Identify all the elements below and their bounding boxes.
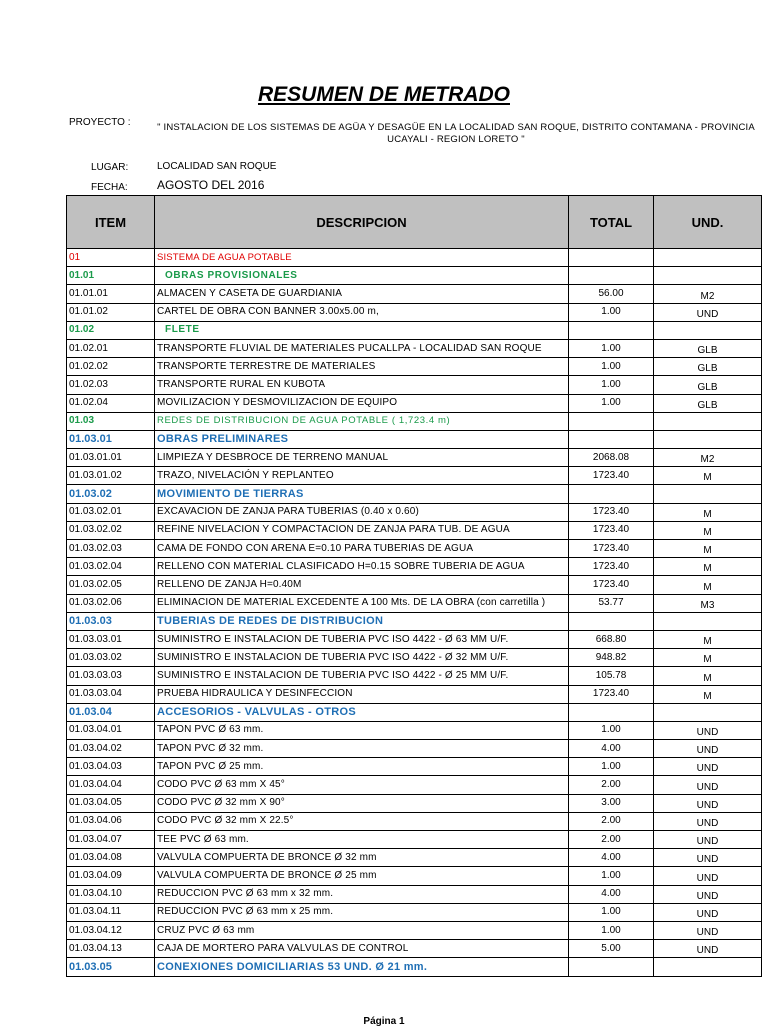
table-header-row — [67, 196, 762, 249]
description-cell: REFINE NIVELACION Y COMPACTACION DE ZANJA PARA TUB. DE AGUA — [155, 521, 569, 539]
unit-cell: M — [654, 521, 762, 539]
unit-cell: UND — [654, 921, 762, 939]
item-cell: 01.03.04.03 — [67, 758, 155, 776]
table-row — [67, 285, 762, 303]
description-cell: ACCESORIOS - VALVULAS - OTROS — [155, 703, 569, 721]
description-cell: ELIMINACION DE MATERIAL EXCEDENTE A 100 Mts. DE LA OBRA (con carretilla ) — [155, 594, 569, 612]
item-cell: 01.03.02.06 — [67, 594, 155, 612]
table-row — [67, 376, 762, 394]
unit-cell — [654, 249, 762, 267]
table-row — [67, 540, 762, 558]
description-cell: MOVIMIENTO DE TIERRAS — [155, 485, 569, 503]
total-cell: 1723.40 — [569, 540, 654, 558]
description-cell: RELLENO DE ZANJA H=0.40M — [155, 576, 569, 594]
item-cell: 01.03.02 — [67, 485, 155, 503]
total-cell: 2.00 — [569, 831, 654, 849]
table-row — [67, 394, 762, 412]
table-row — [67, 503, 762, 521]
description-cell: SUMINISTRO E INSTALACION DE TUBERIA PVC ISO 4422 - Ø 63 MM U/F. — [155, 630, 569, 648]
description-cell: REDES DE DISTRIBUCION DE AGUA POTABLE ( 1,723.4 m) — [155, 412, 569, 430]
fecha-value: AGOSTO DEL 2016 — [157, 178, 265, 192]
total-cell — [569, 321, 654, 339]
table-row — [67, 649, 762, 667]
description-cell: TAPON PVC Ø 32 mm. — [155, 740, 569, 758]
fecha-label: FECHA: — [91, 182, 128, 193]
item-cell: 01.03.04.04 — [67, 776, 155, 794]
total-cell: 1.00 — [569, 921, 654, 939]
table-row — [67, 467, 762, 485]
description-cell: SISTEMA DE AGUA POTABLE — [155, 249, 569, 267]
total-cell: 105.78 — [569, 667, 654, 685]
total-cell — [569, 267, 654, 285]
item-cell: 01.03.04.08 — [67, 849, 155, 867]
description-cell: TEE PVC Ø 63 mm. — [155, 831, 569, 849]
description-cell: REDUCCION PVC Ø 63 mm x 25 mm. — [155, 903, 569, 921]
table-row — [67, 685, 762, 703]
description-cell: REDUCCION PVC Ø 63 mm x 32 mm. — [155, 885, 569, 903]
header-total: TOTAL — [569, 196, 654, 249]
unit-cell — [654, 703, 762, 721]
description-cell: TRANSPORTE FLUVIAL DE MATERIALES PUCALLPA - LOCALIDAD SAN ROQUE — [155, 339, 569, 357]
unit-cell: M — [654, 685, 762, 703]
item-cell: 01 — [67, 249, 155, 267]
item-cell: 01.03.03.01 — [67, 630, 155, 648]
unit-cell: UND — [654, 303, 762, 321]
total-cell — [569, 412, 654, 430]
total-cell: 56.00 — [569, 285, 654, 303]
page-footer: Página 1 — [363, 1016, 405, 1027]
total-cell: 1.00 — [569, 721, 654, 739]
description-cell: EXCAVACION DE ZANJA PARA TUBERIAS (0.40 x 0.60) — [155, 503, 569, 521]
total-cell: 2068.08 — [569, 449, 654, 467]
unit-cell: UND — [654, 794, 762, 812]
item-cell: 01.02.01 — [67, 339, 155, 357]
item-cell: 01.03.04.11 — [67, 903, 155, 921]
item-cell: 01.03.04.06 — [67, 812, 155, 830]
item-cell: 01.01.02 — [67, 303, 155, 321]
item-cell: 01.03.03.03 — [67, 667, 155, 685]
description-cell: TRANSPORTE RURAL EN KUBOTA — [155, 376, 569, 394]
unit-cell: M — [654, 467, 762, 485]
item-cell: 01.03.04.10 — [67, 885, 155, 903]
table-row — [67, 794, 762, 812]
item-cell: 01.01.01 — [67, 285, 155, 303]
item-cell: 01.03.02.05 — [67, 576, 155, 594]
lugar-value: LOCALIDAD SAN ROQUE — [157, 161, 277, 172]
item-cell: 01.03.03 — [67, 612, 155, 630]
table-row — [67, 776, 762, 794]
description-cell: CRUZ PVC Ø 63 mm — [155, 921, 569, 939]
description-cell: LIMPIEZA Y DESBROCE DE TERRENO MANUAL — [155, 449, 569, 467]
total-cell: 1.00 — [569, 758, 654, 776]
total-cell: 948.82 — [569, 649, 654, 667]
unit-cell: GLB — [654, 358, 762, 376]
item-cell: 01.03.02.04 — [67, 558, 155, 576]
lugar-label: LUGAR: — [91, 162, 129, 173]
table-row — [67, 885, 762, 903]
table-row — [67, 594, 762, 612]
item-cell: 01.03.03.04 — [67, 685, 155, 703]
total-cell: 53.77 — [569, 594, 654, 612]
unit-cell: GLB — [654, 376, 762, 394]
table-row — [67, 558, 762, 576]
unit-cell: UND — [654, 740, 762, 758]
table-row — [67, 358, 762, 376]
unit-cell — [654, 430, 762, 448]
description-cell: CARTEL DE OBRA CON BANNER 3.00x5.00 m, — [155, 303, 569, 321]
item-cell: 01.03.04.09 — [67, 867, 155, 885]
item-cell: 01.02.02 — [67, 358, 155, 376]
description-cell: MOVILIZACION Y DESMOVILIZACION DE EQUIPO — [155, 394, 569, 412]
item-cell: 01.03.03.02 — [67, 649, 155, 667]
document-title: RESUMEN DE METRADO — [257, 83, 510, 106]
unit-cell: M — [654, 503, 762, 521]
table-row — [67, 303, 762, 321]
description-cell: TRAZO, NIVELACIÓN Y REPLANTEO — [155, 467, 569, 485]
unit-cell: M — [654, 667, 762, 685]
total-cell: 1723.40 — [569, 521, 654, 539]
unit-cell: UND — [654, 758, 762, 776]
item-cell: 01.03.05 — [67, 958, 155, 976]
header-descripcion: DESCRIPCION — [155, 196, 569, 249]
unit-cell: M3 — [654, 594, 762, 612]
item-cell: 01.03.04.07 — [67, 831, 155, 849]
description-cell: CAMA DE FONDO CON ARENA E=0.10 PARA TUBERIAS DE AGUA — [155, 540, 569, 558]
total-cell: 1723.40 — [569, 685, 654, 703]
table-row — [67, 412, 762, 430]
item-cell: 01.03.02.02 — [67, 521, 155, 539]
table-row — [67, 449, 762, 467]
table-row — [67, 831, 762, 849]
total-cell: 4.00 — [569, 885, 654, 903]
item-cell: 01.03.01 — [67, 430, 155, 448]
metrado-table — [66, 195, 762, 977]
total-cell: 4.00 — [569, 740, 654, 758]
total-cell: 2.00 — [569, 812, 654, 830]
description-cell: OBRAS PRELIMINARES — [155, 430, 569, 448]
total-cell: 1.00 — [569, 339, 654, 357]
unit-cell: GLB — [654, 394, 762, 412]
description-cell: VALVULA COMPUERTA DE BRONCE Ø 32 mm — [155, 849, 569, 867]
total-cell: 1723.40 — [569, 576, 654, 594]
table-row — [67, 667, 762, 685]
unit-cell: UND — [654, 776, 762, 794]
item-cell: 01.02.04 — [67, 394, 155, 412]
total-cell: 1.00 — [569, 376, 654, 394]
item-cell: 01.03.02.01 — [67, 503, 155, 521]
unit-cell: UND — [654, 903, 762, 921]
description-cell: FLETE — [155, 321, 569, 339]
description-cell: VALVULA COMPUERTA DE BRONCE Ø 25 mm — [155, 867, 569, 885]
total-cell: 1.00 — [569, 867, 654, 885]
total-cell: 3.00 — [569, 794, 654, 812]
table-row — [67, 958, 762, 976]
unit-cell: M2 — [654, 285, 762, 303]
table-row — [67, 758, 762, 776]
total-cell: 1723.40 — [569, 558, 654, 576]
total-cell — [569, 958, 654, 976]
table-row — [67, 521, 762, 539]
unit-cell — [654, 612, 762, 630]
description-cell: CAJA DE MORTERO PARA VALVULAS DE CONTROL — [155, 940, 569, 958]
item-cell: 01.03.01.02 — [67, 467, 155, 485]
item-cell: 01.03 — [67, 412, 155, 430]
proyecto-label: PROYECTO : — [69, 117, 131, 128]
total-cell: 2.00 — [569, 776, 654, 794]
item-cell: 01.01 — [67, 267, 155, 285]
table-row — [67, 812, 762, 830]
unit-cell: M — [654, 576, 762, 594]
table-row — [67, 339, 762, 357]
table-row — [67, 612, 762, 630]
total-cell — [569, 612, 654, 630]
unit-cell: M — [654, 649, 762, 667]
item-cell: 01.03.04.12 — [67, 921, 155, 939]
description-cell: CODO PVC Ø 32 mm X 90° — [155, 794, 569, 812]
table-row — [67, 267, 762, 285]
table-row — [67, 576, 762, 594]
table-row — [67, 867, 762, 885]
unit-cell: UND — [654, 812, 762, 830]
description-cell: OBRAS PROVISIONALES — [155, 267, 569, 285]
total-cell: 1723.40 — [569, 467, 654, 485]
total-cell — [569, 703, 654, 721]
item-cell: 01.03.01.01 — [67, 449, 155, 467]
table-row — [67, 740, 762, 758]
unit-cell: UND — [654, 867, 762, 885]
unit-cell — [654, 485, 762, 503]
unit-cell — [654, 267, 762, 285]
description-cell: ALMACEN Y CASETA DE GUARDIANIA — [155, 285, 569, 303]
unit-cell: M2 — [654, 449, 762, 467]
item-cell: 01.03.04.02 — [67, 740, 155, 758]
table-row — [67, 249, 762, 267]
table-row — [67, 940, 762, 958]
description-cell: PRUEBA HIDRAULICA Y DESINFECCION — [155, 685, 569, 703]
item-cell: 01.02.03 — [67, 376, 155, 394]
description-cell: SUMINISTRO E INSTALACION DE TUBERIA PVC ISO 4422 - Ø 32 MM U/F. — [155, 649, 569, 667]
total-cell: 4.00 — [569, 849, 654, 867]
total-cell — [569, 485, 654, 503]
total-cell: 1723.40 — [569, 503, 654, 521]
unit-cell: M — [654, 630, 762, 648]
total-cell: 5.00 — [569, 940, 654, 958]
unit-cell: UND — [654, 831, 762, 849]
description-cell: CODO PVC Ø 32 mm X 22.5° — [155, 812, 569, 830]
item-cell: 01.03.04.13 — [67, 940, 155, 958]
item-cell: 01.03.04.05 — [67, 794, 155, 812]
table-row — [67, 703, 762, 721]
table-row — [67, 721, 762, 739]
table-row — [67, 849, 762, 867]
description-cell: TAPON PVC Ø 63 mm. — [155, 721, 569, 739]
total-cell — [569, 249, 654, 267]
table-body — [67, 249, 762, 977]
description-cell: RELLENO CON MATERIAL CLASIFICADO H=0.15 SOBRE TUBERIA DE AGUA — [155, 558, 569, 576]
item-cell: 01.03.04.01 — [67, 721, 155, 739]
item-cell: 01.03.04 — [67, 703, 155, 721]
table-row — [67, 430, 762, 448]
unit-cell — [654, 412, 762, 430]
table-row — [67, 630, 762, 648]
header-und: UND. — [654, 196, 762, 249]
description-cell: TRANSPORTE TERRESTRE DE MATERIALES — [155, 358, 569, 376]
unit-cell: UND — [654, 721, 762, 739]
total-cell: 1.00 — [569, 303, 654, 321]
total-cell — [569, 430, 654, 448]
unit-cell: UND — [654, 940, 762, 958]
item-cell: 01.03.02.03 — [67, 540, 155, 558]
total-cell: 1.00 — [569, 358, 654, 376]
table-row — [67, 485, 762, 503]
unit-cell — [654, 958, 762, 976]
table-row — [67, 321, 762, 339]
description-cell: TUBERIAS DE REDES DE DISTRIBUCION — [155, 612, 569, 630]
unit-cell: UND — [654, 849, 762, 867]
header-item: ITEM — [67, 196, 155, 249]
total-cell: 1.00 — [569, 903, 654, 921]
proyecto-value: " INSTALACION DE LOS SISTEMAS DE AGÜA Y DESAGÜE EN LA LOCALIDAD SAN ROQUE, DISTRITO CONTAMANA - PROVINCIA UCAYALI - REGION LORETO " — [157, 122, 755, 145]
unit-cell — [654, 321, 762, 339]
unit-cell: UND — [654, 885, 762, 903]
description-cell: CODO PVC Ø 63 mm X 45° — [155, 776, 569, 794]
item-cell: 01.02 — [67, 321, 155, 339]
table-row — [67, 921, 762, 939]
description-cell: SUMINISTRO E INSTALACION DE TUBERIA PVC ISO 4422 - Ø 25 MM U/F. — [155, 667, 569, 685]
total-cell: 668.80 — [569, 630, 654, 648]
unit-cell: M — [654, 540, 762, 558]
description-cell: TAPON PVC Ø 25 mm. — [155, 758, 569, 776]
total-cell: 1.00 — [569, 394, 654, 412]
unit-cell: M — [654, 558, 762, 576]
table-row — [67, 903, 762, 921]
unit-cell: GLB — [654, 339, 762, 357]
description-cell: CONEXIONES DOMICILIARIAS 53 UND. Ø 21 mm. — [155, 958, 569, 976]
